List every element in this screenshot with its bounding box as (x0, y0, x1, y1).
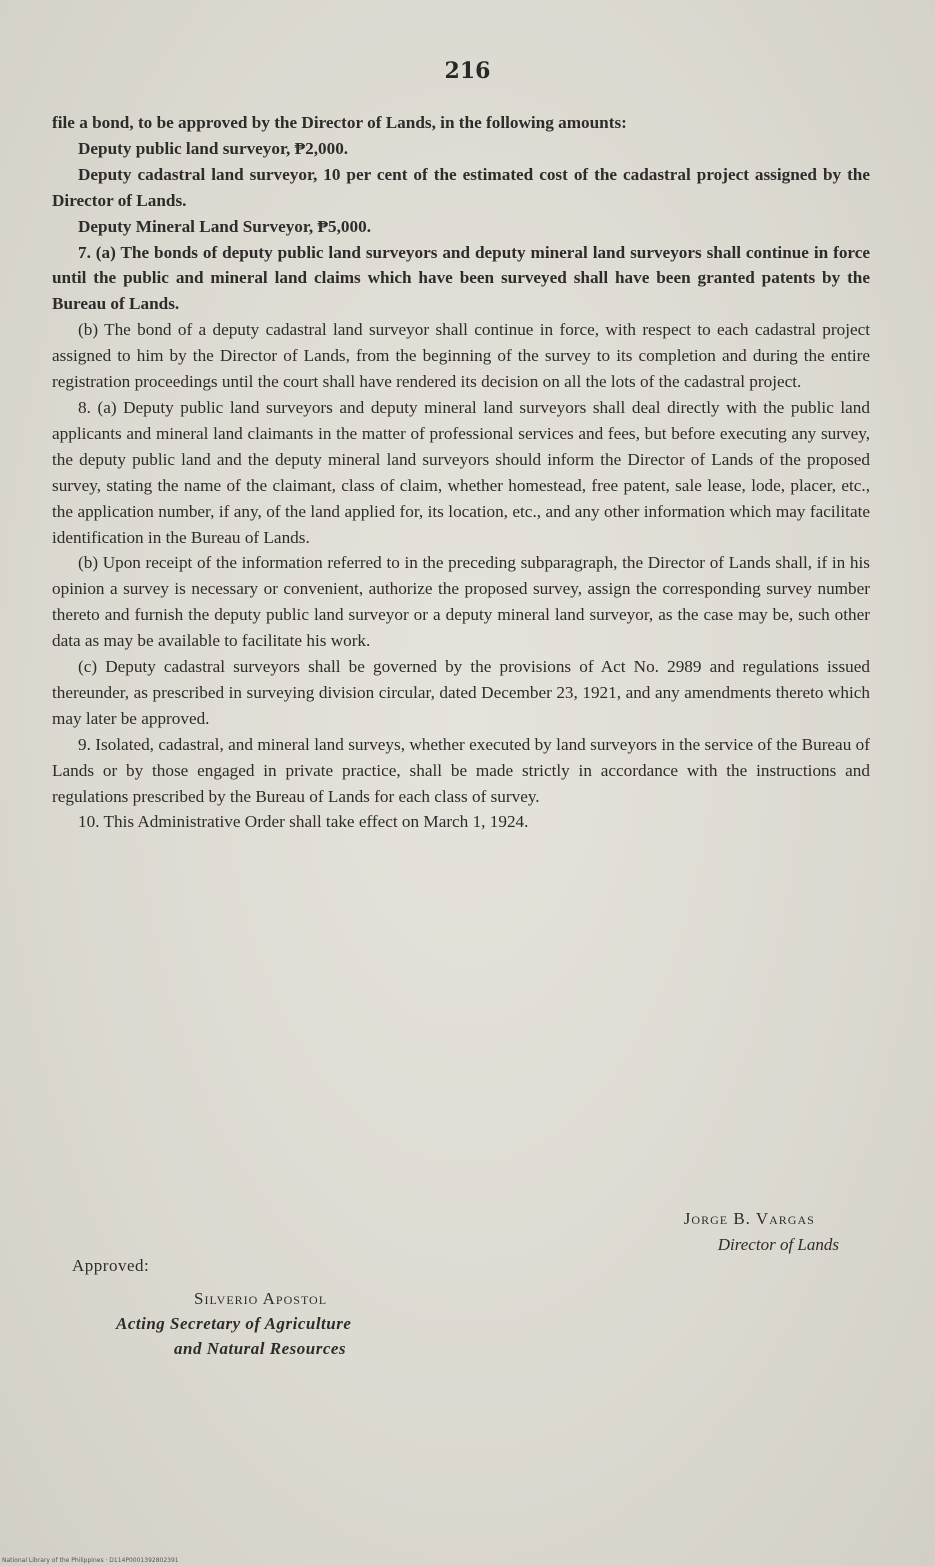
paragraph-8b: (b) Upon receipt of the information referred to in the preceding subparagraph, the Director of Lands shall, if in his opinion a survey is necessary or convenient, authorize the proposed survey, assign the corresponding survey number thereto and furnish the deputy public land surveyor or a deputy mineral land surveyor, as the case may be, such other data as may be available to facilitate his work. (52, 553, 870, 651)
approver-block (116, 1286, 351, 1361)
paragraph-8a: 8. (a) Deputy public land surveyors and deputy mineral land surveyors shall deal directly with the public land applicants and mineral land claimants in the matter of professional services and fees, but before executing any survey, the deputy public land and the deputy mineral land surveyors should inform the Director of Lands of the proposed survey, stating the name of the claimant, class of claim, whether homestead, free patent, sale lease, lode, placer, etc., the application number, if any, of the land applied for, its location, etc., and any other information which may facilitate identification in the Bureau of Lands. (52, 397, 870, 547)
signature-block (684, 1206, 839, 1258)
approver-title-line1: Acting Secretary of Agriculture (116, 1314, 352, 1333)
approver-title-line2: and Natural Resources (174, 1339, 347, 1358)
approved-label: Approved: (72, 1256, 150, 1275)
paragraph-9: 9. Isolated, cadastral, and mineral land surveys, whether executed by land surveyors in the service of the Bureau of Lands or by those engaged in private practice, shall be made strictly in accordance with the instructions and regulations prescribed by the Bureau of Lands for each class of survey. (52, 734, 870, 806)
body-text (52, 110, 870, 835)
paragraph-cadastral-bond: Deputy cadastral land surveyor, 10 per cent of the estimated cost of the cadastral project assigned by the Director of Lands. (52, 164, 870, 210)
paragraph-7b: (b) The bond of a deputy cadastral land surveyor shall continue in force, with respect to each cadastral project assigned to him by the Director of Lands, from the beginning of the survey to its completion and during the entire registration proceedings until the court shall have rendered its decision on all the lots of the cadastral project. (52, 320, 870, 392)
approver-name: Silverio Apostol (194, 1289, 328, 1308)
paragraph-7a: 7. (a) The bonds of deputy public land surveyors and deputy mineral land surveyors shall continue in force until the public and mineral land claims which have been surveyed shall have been granted patents by the Bureau of Lands. (52, 242, 870, 314)
paragraph-mineral-bond: Deputy Mineral Land Surveyor, ₱5,000. (78, 216, 371, 236)
signatory-title: Director of Lands (717, 1235, 839, 1254)
footer-credit: National Library of the Philippines · D114P0001392802391 (2, 1557, 179, 1564)
paragraph-bond-intro: file a bond, to be approved by the Director of Lands, in the following amounts: (52, 113, 627, 132)
paragraph-8c: (c) Deputy cadastral surveyors shall be governed by the provisions of Act No. 2989 and regulations issued thereunder, as prescribed in surveying division circular, dated December 23, 1921, and any amendments thereto which may later be approved. (52, 657, 870, 728)
page-number: 216 (444, 58, 491, 84)
paragraph-10: 10. This Administrative Order shall take effect on March 1, 1924. (78, 812, 529, 832)
paragraph-public-bond: Deputy public land surveyor, ₱2,000. (78, 138, 349, 158)
signatory-name: Jorge B. Vargas (683, 1209, 815, 1228)
